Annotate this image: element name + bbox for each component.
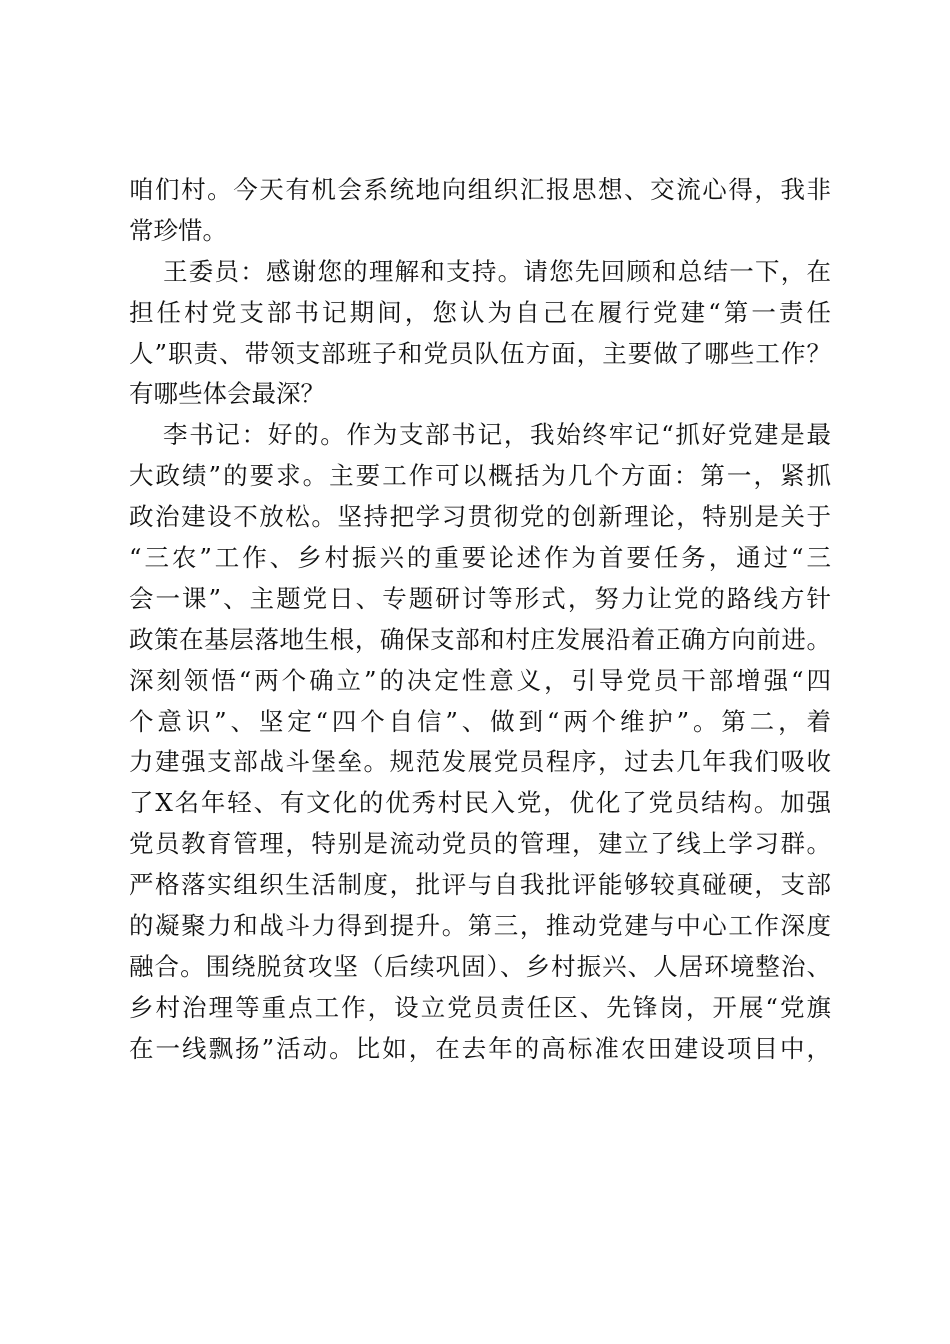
text-line: 王委员：感谢您的理解和支持。请您先回顾和总结一下，在	[163, 256, 831, 286]
text-line: 大政绩”的要求。主要工作可以概括为几个方面：第一，紧抓	[129, 461, 831, 491]
text-line: 乡村治理等重点工作，设立党员责任区、先锋岗，开展“党旗	[129, 992, 831, 1022]
text-line: 严格落实组织生活制度，批评与自我批评能够较真碰硬，支部	[129, 870, 831, 900]
text-line: 力建强支部战斗堡垒。规范发展党员程序，过去几年我们吸收	[129, 747, 831, 777]
text-line: 李书记：好的。作为支部书记，我始终牢记“抓好党建是最	[163, 420, 831, 450]
text-line: 有哪些体会最深？	[129, 379, 325, 409]
text-line: 政治建设不放松。坚持把学习贯彻党的创新理论，特别是关于	[129, 502, 831, 532]
text-line: 在一线飘扬”活动。比如，在去年的高标准农田建设项目中，	[129, 1033, 831, 1063]
text-line: 了X名年轻、有文化的优秀村民入党，优化了党员结构。加强	[129, 788, 831, 818]
text-line: “三农”工作、乡村振兴的重要论述作为首要任务，通过“三	[129, 543, 831, 573]
text-line: 党员教育管理，特别是流动党员的管理，建立了线上学习群。	[129, 829, 831, 859]
text-line: 人”职责、带领支部班子和党员队伍方面，主要做了哪些工作？	[129, 338, 831, 368]
document-body-text	[129, 170, 831, 1070]
text-line: 融合。围绕脱贫攻坚（后续巩固）、乡村振兴、人居环境整治、	[129, 951, 831, 981]
text-line: 深刻领悟“两个确立”的决定性意义，引导党员干部增强“四	[129, 665, 831, 695]
text-line: 担任村党支部书记期间，您认为自己在履行党建“第一责任	[129, 297, 831, 327]
text-line: 政策在基层落地生根，确保支部和村庄发展沿着正确方向前进。	[129, 624, 831, 654]
text-line: 咱们村。今天有机会系统地向组织汇报思想、交流心得，我非	[129, 175, 831, 204]
text-line: 会一课”、主题党日、专题研讨等形式，努力让党的路线方针	[129, 583, 831, 613]
text-line: 个意识”、坚定“四个自信”、做到“两个维护”。第二，着	[129, 706, 831, 736]
text-line: 的凝聚力和战斗力得到提升。第三，推动党建与中心工作深度	[129, 911, 831, 941]
text-line: 常珍惜。	[129, 215, 227, 245]
